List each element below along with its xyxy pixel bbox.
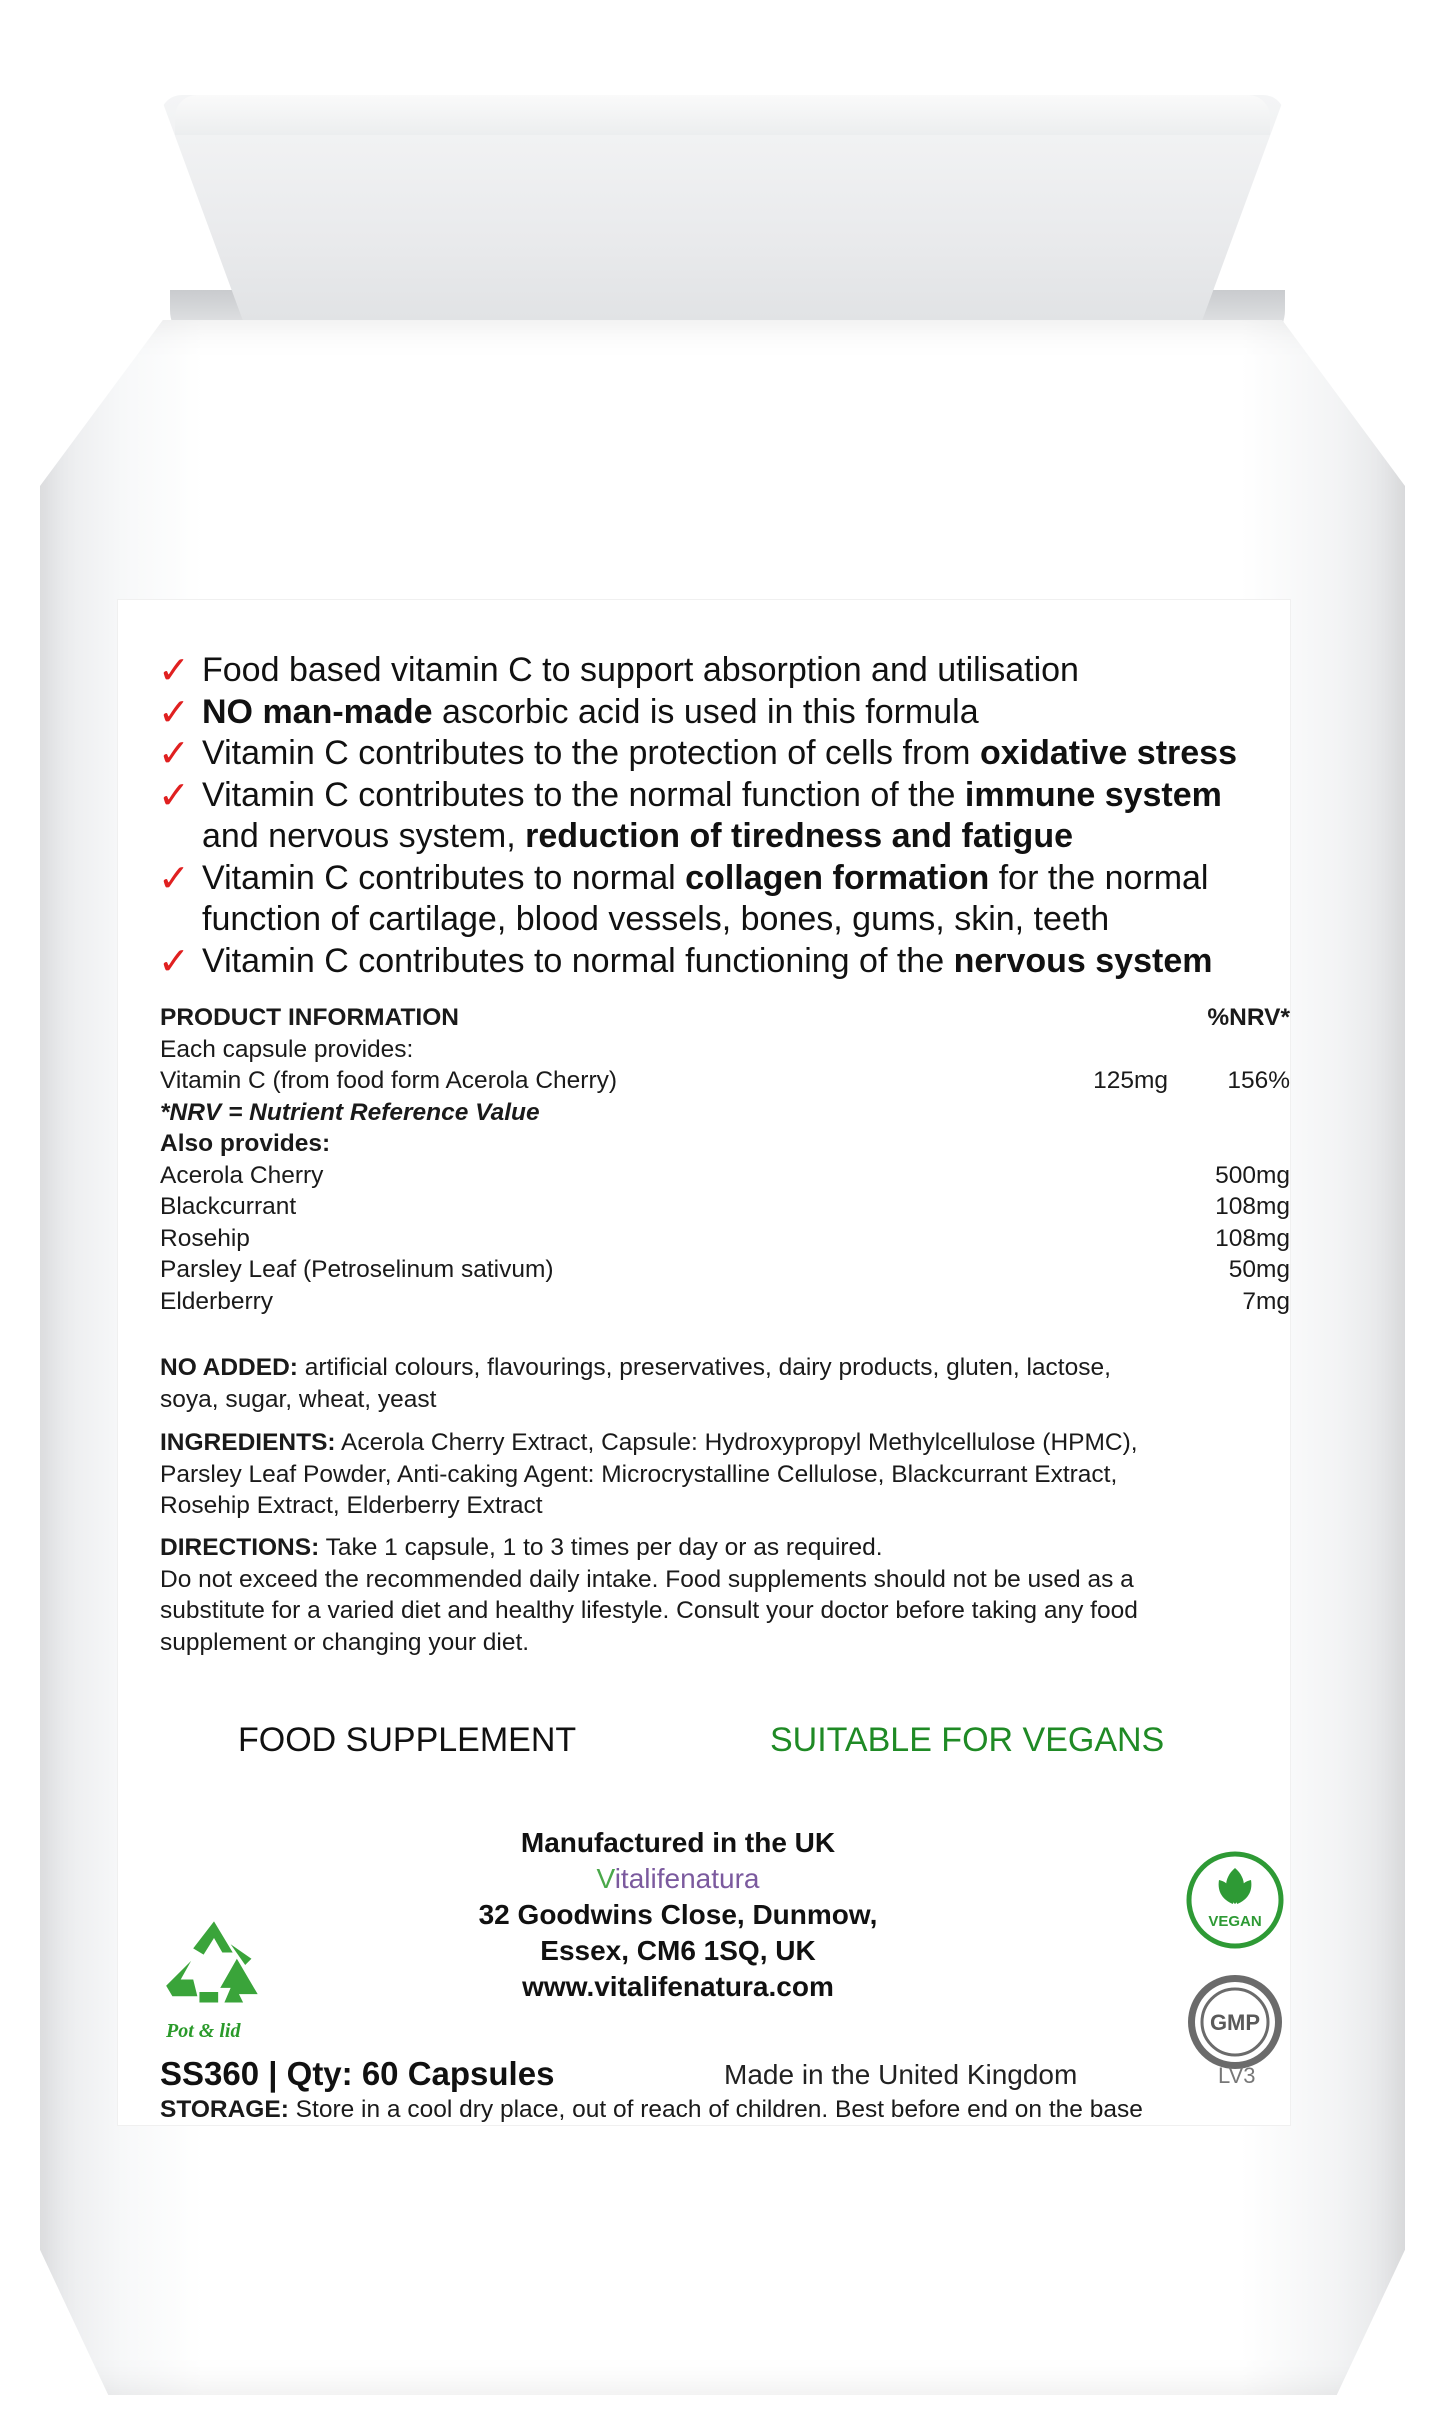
- ingredient-amount: 500mg: [1215, 1161, 1290, 1189]
- gmp-seal-icon: [1185, 1972, 1285, 2072]
- check-icon: ✓: [158, 938, 190, 983]
- vegan-leaf-icon: [1185, 1850, 1285, 1950]
- nrv-heading: %NRV*: [1207, 1004, 1290, 1031]
- product-information: [160, 1002, 1290, 1317]
- ingredient-row: [160, 1286, 1290, 1318]
- website: www.vitalifenatura.com: [522, 1971, 834, 2002]
- benefit-item: [158, 938, 1278, 983]
- ingredient-row: [160, 1160, 1290, 1192]
- food-supplement-text: FOOD SUPPLEMENT: [238, 1721, 577, 1759]
- product-code-qty: SS360 | Qty: 60 Capsules: [160, 2055, 555, 2092]
- made-in-text: Made in the United Kingdom: [724, 2059, 1078, 2090]
- benefit-item: [158, 733, 1278, 775]
- ingredient-row: [160, 1223, 1290, 1255]
- storage-text: STORAGE: Store in a cool dry place, out of reach of children. Best before end on the base: [160, 2096, 1143, 2123]
- check-icon: ✓: [158, 855, 190, 900]
- also-provides-heading: Also provides:: [160, 1130, 331, 1157]
- benefit-item: [158, 650, 1278, 692]
- check-icon: ✓: [158, 648, 190, 692]
- ingredient-amount: 108mg: [1215, 1224, 1290, 1252]
- ingredients-paragraph: INGREDIENTS: Acerola Cherry Extract, Capsule: Hydroxypropyl Methylcellulose (HPMC), Parsley Leaf Powder, Anti-caking Agent: Microcrystalline Cellulose, Blackcurrant Extract, Rosehip Extract, Elderberry Extract: [160, 1429, 1138, 1519]
- ingredient-amount: 50mg: [1228, 1256, 1290, 1283]
- no-added-paragraph: NO ADDED: artificial colours, flavourings, preservatives, dairy products, gluten, lactose, soya, sugar, wheat, yeast: [160, 1354, 1111, 1413]
- directions-paragraph: DIRECTIONS: Take 1 capsule, 1 to 3 times per day or as required. Do not exceed the recommended daily intake. Food supplements should not be used as a substitute for a varied diet and healthy lifestyle. Consult your doctor before taking any food supplement or changing your diet.: [160, 1534, 1138, 1656]
- benefit-text: Food based vitamin C to support absorption and utilisation: [202, 651, 1079, 689]
- ingredient-name: Blackcurrant: [160, 1193, 297, 1220]
- vitamin-c-label: Vitamin C (from food form Acerola Cherry): [160, 1067, 618, 1094]
- benefit-text: Vitamin C contributes to the normal function of the immune system and nervous system, reduction of tiredness and fatigue: [202, 775, 1222, 855]
- ingredient-row: [160, 1254, 1290, 1286]
- ingredient-amount: 108mg: [1215, 1193, 1290, 1220]
- ingredient-name: Elderberry: [160, 1287, 274, 1315]
- benefit-text: Vitamin C contributes to normal collagen formation for the normal function of cartilage, blood vessels, bones, gums, skin, teeth: [202, 858, 1209, 938]
- brand-name: Vitalifenatura: [596, 1863, 760, 1894]
- benefit-text: Vitamin C contributes to the protection of cells from oxidative stress: [202, 734, 1237, 772]
- bottle-lid-top: [175, 95, 1270, 135]
- product-label: [118, 600, 1290, 2125]
- manufactured-in-uk: Manufactured in the UK: [520, 1827, 836, 1858]
- vitamin-c-amount: 125mg: [1093, 1067, 1168, 1094]
- benefit-text: NO man-made ascorbic acid is used in this formula: [202, 692, 979, 731]
- manufacturer-block: [418, 1825, 938, 2005]
- nrv-note: *NRV = Nutrient Reference Value: [160, 1098, 540, 1126]
- address-line: 32 Goodwins Close, Dunmow,: [478, 1899, 878, 1930]
- vitamin-c-nrv: 156%: [1227, 1067, 1290, 1094]
- check-icon: ✓: [158, 772, 190, 817]
- pot-and-lid-note: Pot & lid: [166, 2020, 241, 2042]
- benefit-text: Vitamin C contributes to normal functioning of the nervous system: [202, 941, 1213, 980]
- gmp-badge-text: GMP: [1209, 2010, 1261, 2035]
- each-capsule-text: Each capsule provides:: [160, 1035, 414, 1063]
- vegan-badge-text: VEGAN: [1208, 1913, 1262, 1930]
- recycle-icon: [162, 1910, 266, 2020]
- benefit-item: [158, 689, 1278, 734]
- benefits-list: [158, 650, 1278, 982]
- product-info-heading: PRODUCT INFORMATION: [160, 1004, 459, 1031]
- address-line: Essex, CM6 1SQ, UK: [540, 1935, 816, 1966]
- ingredient-name: Parsley Leaf (Petroselinum sativum): [160, 1256, 554, 1283]
- label-version: LV3: [1218, 2063, 1256, 2088]
- suitable-for-vegans-text: SUITABLE FOR VEGANS: [770, 1721, 1165, 1759]
- benefit-item: [158, 772, 1278, 858]
- ingredient-amount: 7mg: [1242, 1287, 1290, 1315]
- ingredient-name: Rosehip: [160, 1224, 250, 1252]
- check-icon: ✓: [158, 689, 190, 734]
- check-icon: ✓: [158, 731, 190, 775]
- benefit-item: [158, 855, 1278, 941]
- ingredient-name: Acerola Cherry: [160, 1161, 324, 1189]
- ingredient-row: [160, 1191, 1290, 1223]
